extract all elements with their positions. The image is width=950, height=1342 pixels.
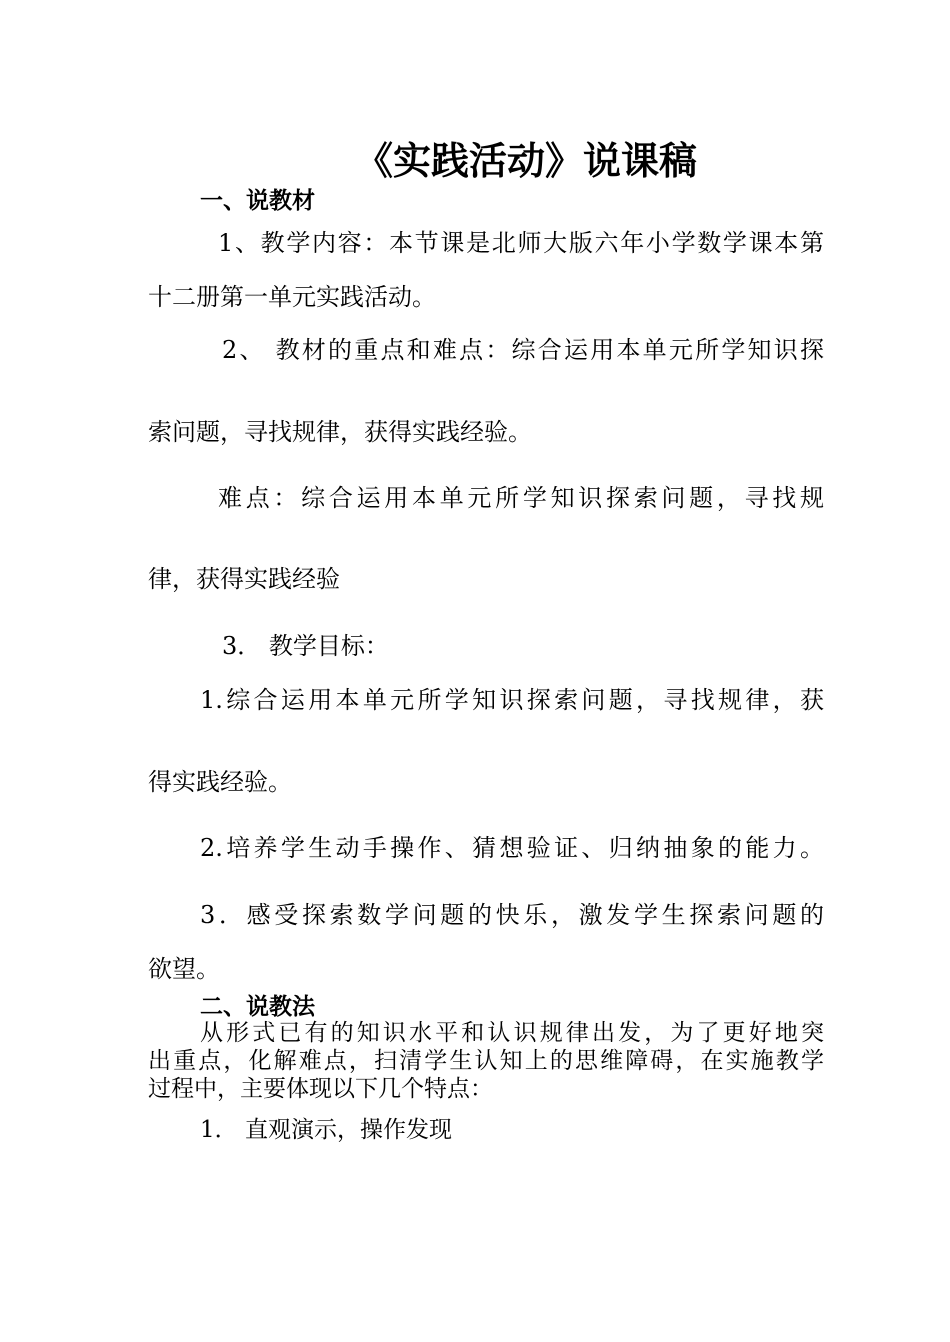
paragraph-line: 1、教学内容：本节课是北师大版六年小学数学课本第: [218, 229, 824, 257]
paragraph-line: 十二册第一单元实践活动。: [148, 283, 436, 311]
paragraph-line: 1.综合运用本单元所学知识探索问题，寻找规律，获: [200, 686, 824, 714]
paragraph-line: 索问题，寻找规律，获得实践经验。: [148, 418, 532, 446]
paragraph-line: 律，获得实践经验: [148, 565, 340, 593]
paragraph-line: 难点：综合运用本单元所学知识探索问题，寻找规: [218, 484, 824, 512]
paragraph-line: 2、 教材的重点和难点：综合运用本单元所学知识探: [222, 336, 824, 364]
document-title: 《实践活动》说课稿: [355, 139, 698, 183]
paragraph-line: 从形式已有的知识水平和认识规律出发，为了更好地突: [200, 1020, 824, 1046]
section-heading-textbook: 一、说教材: [200, 188, 315, 214]
paragraph-line: 出重点，化解难点，扫清学生认知上的思维障碍，在实施教学: [148, 1048, 824, 1074]
paragraph-line: 过程中，主要体现以下几个特点：: [148, 1076, 493, 1102]
paragraph-line: 3． 教学目标：: [222, 632, 389, 660]
paragraph-line: 欲望。: [148, 955, 220, 983]
paragraph-line: 得实践经验。: [148, 768, 292, 796]
section-heading-teaching-method: 二、说教法: [200, 994, 315, 1020]
paragraph-line: 2.培养学生动手操作、猜想验证、归纳抽象的能力。: [200, 834, 824, 862]
paragraph-line: 1． 直观演示，操作发现: [200, 1117, 452, 1143]
paragraph-line: 3．感受探索数学问题的快乐，激发学生探索问题的: [200, 901, 824, 929]
